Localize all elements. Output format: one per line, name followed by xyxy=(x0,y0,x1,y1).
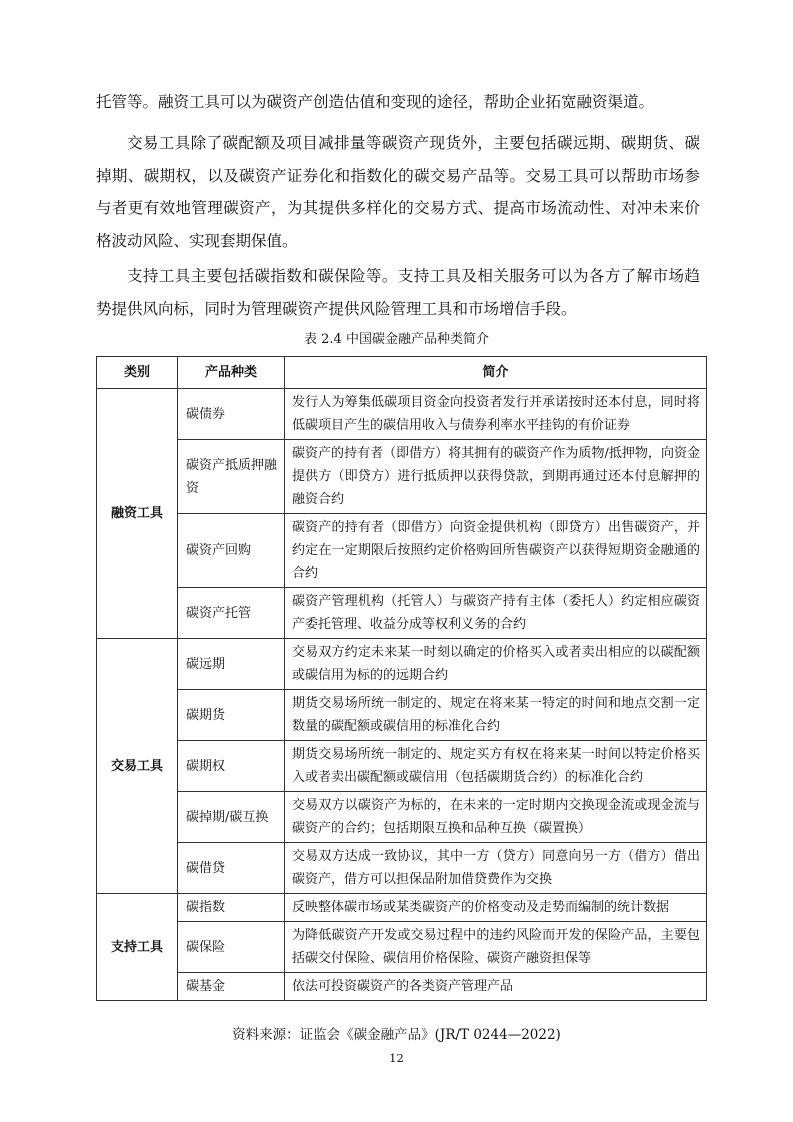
paragraph-2: 交易工具除了碳配额及项目减排量等碳资产现货外，主要包括碳远期、碳期货、碳掉期、碳期权，以及碳资产证券化和指数化的碳交易产品等。交易工具可以帮助市场参与者更有效地管理碳资产，为其提供多样化的交易方式、提高市场流动性、对冲未来价格波动风险、实现套期保值。 xyxy=(96,134,700,250)
paragraph-3: 支持工具主要包括碳指数和碳保险等。支持工具及相关服务可以为各方了解市场趋势提供风向标，同时为管理碳资产提供风险管理工具和市场增信手段。 xyxy=(96,267,700,318)
description-cell: 碳资产的持有者（即借方）将其拥有的碳资产作为质物/抵押物，向资金提供方（即贷方）进行抵质押以获得贷款，到期再通过还本付息解押的融资合约 xyxy=(285,440,707,514)
table-row xyxy=(97,690,707,741)
description-cell: 交易双方达成一致协议，其中一方（贷方）同意向另一方（借方）借出碳资产，借方可以担保品附加借贷费作为交换 xyxy=(285,843,707,894)
table-row xyxy=(97,843,707,894)
description-cell: 发行人为筹集低碳项目资金向投资者发行并承诺按时还本付息，同时将低碳项目产生的碳信用收入与债券利率水平挂钩的有价证券 xyxy=(285,389,707,440)
table-row xyxy=(97,514,707,588)
product-cell: 碳期货 xyxy=(178,690,285,741)
table-row xyxy=(97,389,707,440)
table-row xyxy=(97,792,707,843)
category-cell: 融资工具 xyxy=(97,389,178,639)
table-row xyxy=(97,440,707,514)
table-caption: 表 2.4 中国碳金融产品种类简介 xyxy=(304,332,489,347)
paragraph-1: 托管等。融资工具可以为碳资产创造估值和变现的途径，帮助企业拓宽融资渠道。 xyxy=(96,93,655,111)
description-cell: 碳资产管理机构（托管人）与碳资产持有主体（委托人）约定相应碳资产委托管理、收益分成等权利义务的合约 xyxy=(285,588,707,639)
product-cell: 碳远期 xyxy=(178,639,285,690)
description-cell: 期货交易场所统一制定的、规定买方有权在将来某一时间以特定价格买入或者卖出碳配额或碳信用（包括碳期货合约）的标准化合约 xyxy=(285,741,707,792)
description-cell: 依法可投资碳资产的各类资产管理产品 xyxy=(285,973,707,1001)
product-cell: 碳期权 xyxy=(178,741,285,792)
category-cell: 支持工具 xyxy=(97,894,178,1001)
table-row xyxy=(97,588,707,639)
product-cell: 碳掉期/碳互换 xyxy=(178,792,285,843)
product-cell: 碳指数 xyxy=(178,894,285,922)
product-cell: 碳资产回购 xyxy=(178,514,285,588)
product-cell: 碳资产抵质押融资 xyxy=(178,440,285,514)
description-cell: 交易双方以碳资产为标的，在未来的一定时期内交换现金流或现金流与碳资产的合约；包括期限互换和品种互换（碳置换） xyxy=(285,792,707,843)
product-cell: 碳资产托管 xyxy=(178,588,285,639)
table-row xyxy=(97,922,707,973)
page-number: 12 xyxy=(389,1051,404,1065)
product-cell: 碳保险 xyxy=(178,922,285,973)
description-cell: 为降低碳资产开发或交易过程中的违约风险而开发的保险产品，主要包括碳交付保险、碳信用价格保险、碳资产融资担保等 xyxy=(285,922,707,973)
header-description: 简介 xyxy=(285,357,707,389)
category-cell: 交易工具 xyxy=(97,639,178,894)
table-row xyxy=(97,741,707,792)
table-header-row xyxy=(97,357,707,389)
description-cell: 交易双方约定未来某一时刻以确定的价格买入或者卖出相应的以碳配额或碳信用为标的的远期合约 xyxy=(285,639,707,690)
header-product: 产品种类 xyxy=(178,357,285,389)
product-cell: 碳债券 xyxy=(178,389,285,440)
header-category: 类别 xyxy=(97,357,178,389)
table-row xyxy=(97,973,707,1001)
carbon-finance-product-table xyxy=(96,356,707,1001)
description-cell: 碳资产的持有者（即借方）向资金提供机构（即贷方）出售碳资产，并约定在一定期限后按照约定价格购回所售碳资产以获得短期资金融通的合约 xyxy=(285,514,707,588)
table-row xyxy=(97,639,707,690)
product-cell: 碳借贷 xyxy=(178,843,285,894)
description-cell: 反映整体碳市场或某类碳资产的价格变动及走势而编制的统计数据 xyxy=(285,894,707,922)
table-source-note: 资料来源：证监会《碳金融产品》(JR/T 0244—2022) xyxy=(232,1027,561,1043)
table-row xyxy=(97,894,707,922)
product-cell: 碳基金 xyxy=(178,973,285,1001)
description-cell: 期货交易场所统一制定的、规定在将来某一特定的时间和地点交割一定数量的碳配额或碳信用的标准化合约 xyxy=(285,690,707,741)
